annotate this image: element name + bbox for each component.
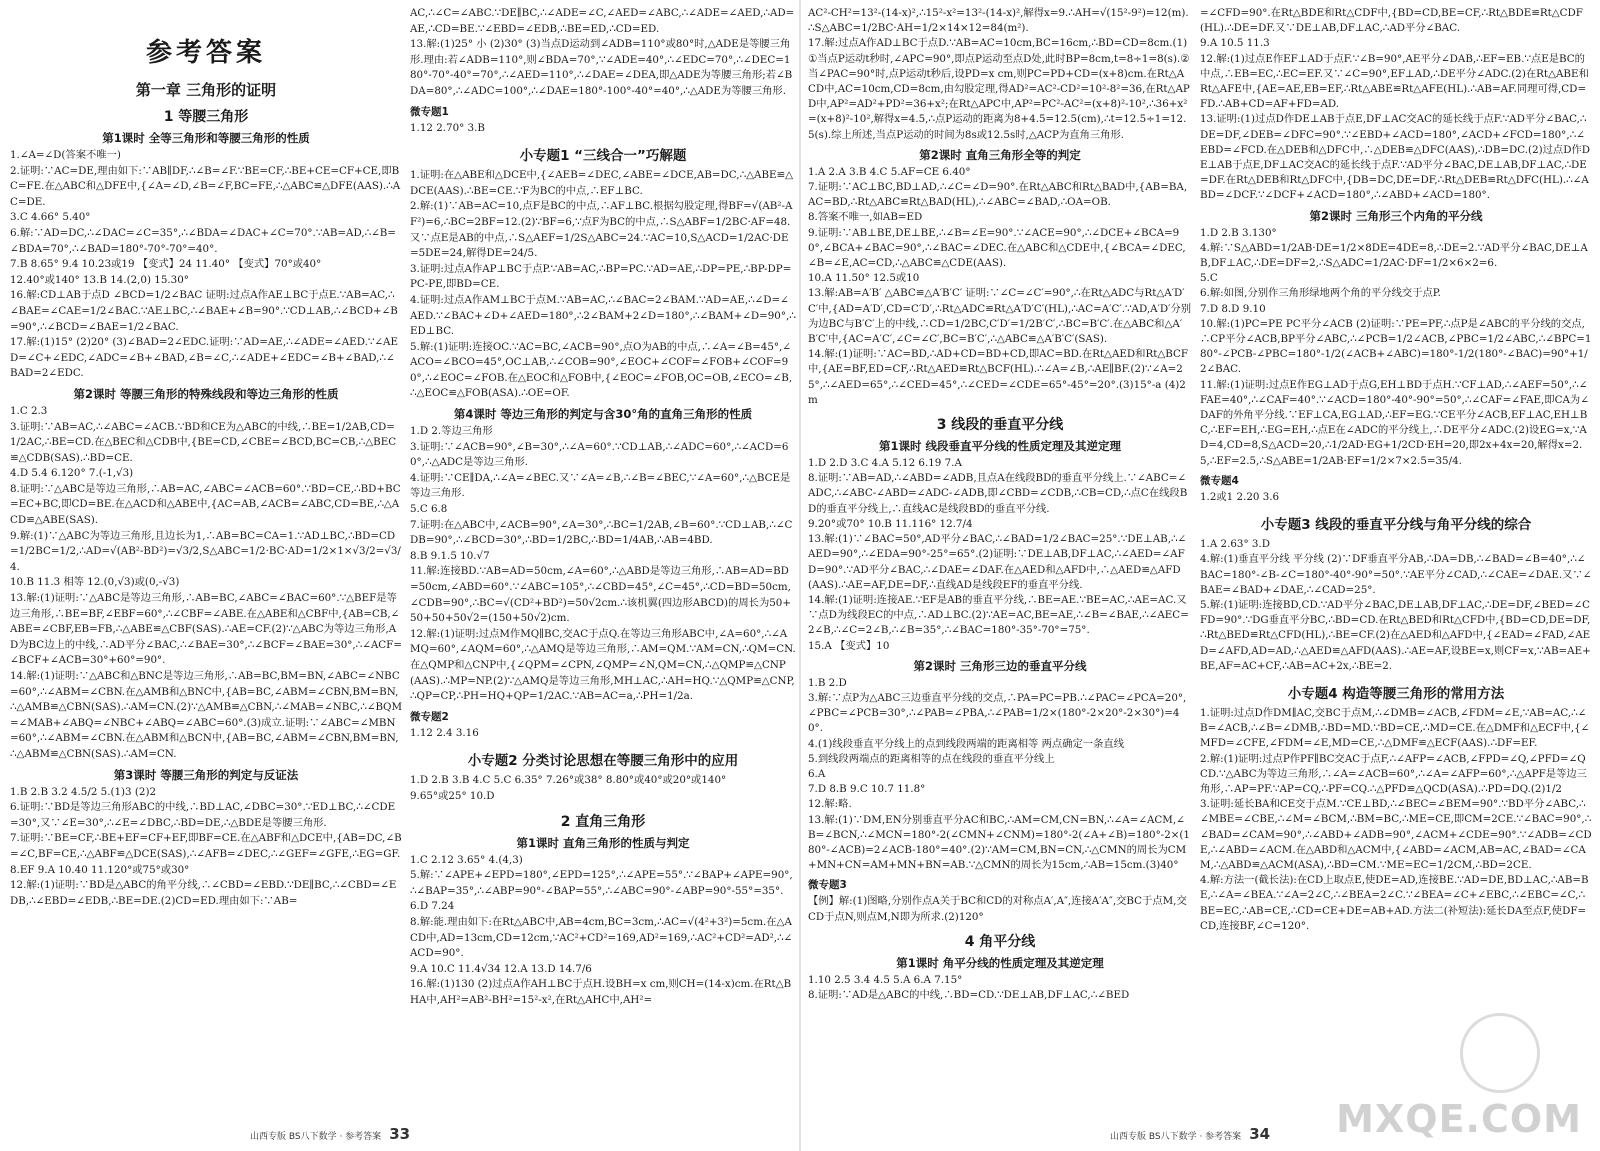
page-number: 33 (389, 1125, 411, 1143)
answer-item: 1.证明:过点D作DM∥AC,交BC于点M,∴∠DMB=∠ACB,∠FDM=∠E,∵AB=AC,∴∠B=∠ACB,∴∠B=∠DMB,∴BD=MD.∵BD=CE,∴MD=CE.在△DMF和△ECF中,{∠MFD=∠CFE,∠FDM=∠E,MD=CE,∴△DMF≌△ECF(AAS).∴DF=EF. (1200, 706, 1590, 750)
answer-item: 1.A 2.63° 3.D (1200, 538, 1270, 551)
answer-item: 6.A (808, 767, 826, 780)
answer-item: 11.解:连接BD.∵AB=AD=50cm,∠A=60°,∴△ABD是等边三角形,∴AB=AD=BD=50cm,∠ABD=60°.∵∠ABC=105°,∴∠CBD=45°,∠C=45°,∴CD=BD=50cm,∠CDB=90°,∴BC=√(CD²+BD²)=50√2cm.∴该机翼(四边形ABCD)的周长为50+50+50+50√2=(150+50√2)cm. (410, 565, 791, 625)
answer-item: 13.解:(1)证明:∵△ABC是等边三角形,∴AB=BC,∠ABC=∠BAC=60°.∵△BEF是等边三角形,∴BE=BF,∠EBF=60°,∴∠CBF=∠ABE.在△ABE和△CBF中,{AB=CB,∠ABE=∠CBF,EB=FB,∴△ABE≌△CBF(SAS).∴AE=CF.(2)∵△ABC为等边三角形,AD为BC边上的中线,∴AD平分∠BAC,∴∠BAE=30°,∴∠BCF=∠BAE=30°,∴∠ACF=∠BCF+∠ACB=30°+60°=90°. (10, 592, 402, 667)
answer-item: 1.10 2.5 3.4 4.5 5.A 6.A 7.15° (808, 973, 963, 986)
answer-item: 10.A 11.50° 12.5或10 (808, 272, 920, 285)
answer-item: 10.解:(1)PC=PE PC平分∠ACB (2)证明:∵PE=PF,∴点P是∠ABC的平分线的交点,∴CP平分∠ACB,BP平分∠ABC,∴∠PCB=1/2∠ACB,∠PBC=1/2∠ABC,∴∠BPC=180°-∠PCB-∠PBC=180°-1/2(∠ACB+∠ABC)=180°-1/2(180°-∠BAC)=90°+1/2∠BAC. (1200, 317, 1592, 376)
answer-item: 13.解:AB=A′B′ △ABC≌△A′B′C′ 证明:∵∠C=∠C′=90°,∴在Rt△ADC与Rt△A′D′C′中,{AD=A′D′,CD=C′D′,∴Rt△ADC≌Rt△A′D′C′(HL),∴AC=A′C′.∵AD,A′D′分别为边BC与B′C′上的中线,∴CD=1/2BC,C′D′=1/2B′C′,∴BC=B′C′.在△ABC和△A′B′C′中,{AC=A′C′,∠C=∠C′,BC=B′C′,∴△ABC≌△A′B′C′(SAS). (808, 287, 1192, 346)
topic-heading: 小专题4 构造等腰三角形的常用方法 (1287, 685, 1505, 702)
answer-item: 1.B 2.B 3.2 4.5/2 5.(1)3 (2)2 (10, 785, 157, 798)
answer-item: 1.12 2.70° 3.B (410, 121, 485, 134)
answer-item: 9.证明:∵AB⊥BE,DE⊥BE,∴∠B=∠E=90°.∵∠ACE=90°,∴∠DCE+∠BCA=90°,∠BCA+∠BAC=90°,∴∠BAC=∠DEC.在△ABC和△CDE中,{∠BCA=∠DEC,∠B=∠E,AC=CD,∴△ABC≌△CDE(AAS). (808, 226, 1186, 270)
column-1 (10, 6, 402, 1115)
answer-item: 4.证明:∵CE∥DA,∴∠A=∠BEC.又∵∠A=∠B,∴∠B=∠BEC,∵∠A=60°,∴△BCE是等边三角形. (410, 471, 791, 500)
topic-heading: 小专题3 线段的垂直平分线与角平分线的综合 (1260, 517, 1532, 534)
lesson-heading: 第1课时 线段垂直平分线的性质定理及其逆定理 (878, 439, 1121, 454)
answer-item: 7.证明:∵BE=CF,∴BE+EF=CF+EF,即BF=CE.在△ABF和△DCE中,{AB=DC,∠B=∠C,BF=CE,∴△ABF≌△DCE(SAS),∴∠AFB=∠DEC,∴∠GEF=∠GFE,∴EG=GF. (10, 832, 402, 860)
answer-item: 1.证明:在△ABE和△DCE中,{∠AEB=∠DEC,∠ABE=∠DCE,AB=DC,∴△ABE≌△DCE(AAS).∴BE=CE.∵F为BC的中点,∴EF⊥BC. (410, 169, 794, 197)
answer-item: 【例】解:(1)图略,分别作点A关于BC和CD的对称点A′,A″,连接A′A″,交BC于点M,交CD于点N,则点M,N即为所求.(2)120° (808, 895, 1187, 923)
answer-item: 3.C 4.66° 5.40° (10, 211, 91, 224)
answer-item: 12.解:略. (808, 798, 852, 811)
answer-item: 8.解:能.理由如下:在Rt△ABC中,AB=4cm,BC=3cm,∴AC=√(4²+3²)=5cm.在△ACD中,AD=13cm,CD=12cm,∵AC²+CD²=169,AD²=169,∴AC²+CD²=AD²,∴∠ACD=90°. (410, 915, 793, 960)
answer-item: AC²-CH²=13²-(14-x)²,∴15²-x²=13²-(14-x)²,解得x=9.∴AH=√(15²-9²)=12(m).∴S△ABC=1/2BC·AH=1/2×14×12=84(m²). (808, 7, 1189, 35)
answer-item: 4.(1)线段垂直平分线上的点到线段两端的距离相等 两点确定一条直线 (808, 737, 1124, 750)
answer-item: 6.解:如图,分别作三角形绿地两个角的平分线交于点P. (1200, 287, 1441, 300)
lesson-heading: 第4课时 等边三角形的判定与含30°角的直角三角形的性质 (453, 407, 753, 422)
lesson-heading: 第2课时 直角三角形全等的判定 (919, 147, 1081, 162)
footer-label: 山西专版 BS八下数学 · 参考答案 (250, 1132, 382, 1142)
column-2 (410, 6, 796, 1115)
answer-item: 6.解:∵AD=DC,∴∠DAC=∠C=35°,∴∠BDA=∠DAC+∠C=70°.∵AB=AD,∴∠B=∠BDA=70°,∴∠BAD=180°-70°-70°=40°. (10, 226, 396, 255)
answer-item: 8.答案不唯一,如AB=ED (808, 211, 923, 224)
answer-item: 4.解:∵S△ABD=1/2AB·DE=1/2×8DE=4DE=8,∴DE=2.∵AD平分∠BAC,DE⊥AB,DF⊥AC,∴DE=DF=2,∴S△ADC=1/2AC·DF=1/2×6×2=6. (1200, 241, 1588, 270)
lesson-heading: 第2课时 三角形三个内角的平分线 (1309, 208, 1483, 223)
answer-item: 2.证明:∵AC=DE,理由如下:∵AB∥DF,∴∠B=∠F.∵BE=CF,∴BE+CE=CF+CE,即BC=FE.在△ABC和△DFE中,{∠A=∠D,∠B=∠F,BC=FE,∴△ABC≌△DFE(AAS).∴AC=DE. (10, 164, 401, 208)
answer-item: 5.C (1200, 272, 1218, 285)
watermark-seal-icon (1460, 1013, 1540, 1093)
section-heading: 2 直角三角形 (560, 813, 646, 830)
footer-label: 山西专版 BS八下数学 · 参考答案 (1110, 1132, 1242, 1142)
answer-item: 1.D 2.B 3.B 4.C 5.C 6.35° 7.26°或38° 8.80°或40°或20°或140° (410, 774, 727, 787)
answer-item: 1.A 2.A 3.B 4.C 5.AF=CE 6.40° (808, 165, 971, 178)
lesson-heading: 第3课时 等腰三角形的判定与反证法 (113, 767, 299, 782)
answer-item: 6.D 7.24 (410, 900, 455, 913)
column-4 (1200, 6, 1592, 1115)
answer-item: 1.C 2.12 3.65° 4.(4,3) (410, 853, 523, 866)
lesson-heading: 第1课时 角平分线的性质定理及其逆定理 (896, 955, 1104, 970)
topic-heading: 小专题2 分类讨论思想在等腰三角形中的应用 (467, 753, 739, 770)
answer-item: 1.2或1 2.20 3.6 (1200, 490, 1280, 503)
answer-item: 3.证明:过点A作AP⊥BC于点P.∵AB=AC,∴BP=PC.∵AD=AE,∴DP=PE,∴BP-DP=PC-PE,即BD=CE. (410, 262, 792, 291)
page-number: 34 (1249, 1125, 1271, 1143)
topic-heading: 小专题1 “三线合一”巧解题 (519, 148, 687, 165)
answer-item: 6.证明:∵BD是等边三角形ABC的中线,∴BD⊥AC,∠DBC=30°.∵ED⊥BC,∴∠CDE=30°,又∵∠E=30°,∴∠E=∠DBC,∴BD=DE,∴△BDE是等腰三角形. (10, 801, 396, 829)
answer-item: 4.解:(1)垂直平分线 平分线 (2)∵DF垂直平分AB,∴DA=DB,∴∠BAD=∠B=40°,∴∠BAC=180°-∠B-∠C=180°-40°-90°=50°.∵AE平分∠CAD,∴∠CAE=∠DAE.又∵∠BAE=∠BAD+∠DAE,∴∠CAD=25°. (1200, 553, 1592, 596)
answer-item: 9.A 10.5 11.3 (1200, 37, 1270, 50)
answer-item: 1.D 2.D 3.C 4.A 5.12 6.19 7.A (808, 457, 962, 470)
answer-item: 1.C 2.3 (10, 404, 48, 417)
answer-item: 7.B 8.65° 9.4 10.23或19 【变式】24 11.40° 【变式】70°或40° (10, 258, 322, 271)
answer-item: 16.解:(1)130 (2)过点A作AH⊥BC于点H.设BH=x cm,则CH=(14-x)cm.在Rt△BHA中,AH²=AB²-BH²=15²-x²,在Rt△AHC中,AH²= (410, 978, 792, 1006)
answer-item: 13.解:(1)∵DM,EN分别垂直平分AC和BC,∴AM=CM,CN=BN,∴∠A=∠ACM,∠B=∠BCN,∴∠MCN=180°-2(∠CMN+∠CNM)=180°-2(∠A+∠B)=180°-2×(180°-∠ACB)=2∠ACB-180°=40°.(2)∵AM=CM,BN=CN,∴△CMN的周长为CM+MN+CN=AM+MN+BN=AB.∵△CMN的周长为15cm,∴AB=15cm.(3)40° (808, 813, 1190, 872)
column-3 (808, 6, 1192, 1115)
answer-item: 7.证明:∵AC⊥BC,BD⊥AD,∴∠C=∠D=90°.在Rt△ABC和Rt△BAD中,{AB=BA,AC=BD,∴Rt△ABC≌Rt△BAD(HL),∴∠ABC=∠BAD,∴OA=OB. (808, 181, 1188, 209)
answer-item: 15.A 【变式】10 (808, 639, 890, 652)
answer-item: 14.解:(1)证明:∵AC=BD,∴AD+CD=BD+CD,即AC=BD.在Rt△AED和Rt△BCF中,{AE=BF,ED=CF,∴Rt△AED≌Rt△BCF(HL).∴∠A=∠B,∴AE∥BF.(2)∵∠A=25°,∴∠AED=65°,∴∠CED=45°,∴∠CED=∠CDE=65°-45°=20°.(3)15°-a (4)2m (808, 348, 1189, 406)
page-34 (800, 0, 1600, 1151)
answer-item: 12.解:(1)过点E作EF⊥AD于点F.∵∠B=90°,AE平分∠DAB,∴EF=EB.∵点E是BC的中点,∴EB=EC,∴EC=EF.又∵∠C=90°,EF⊥AD,∴DE平分∠ADC.(2)在Rt△ABE和Rt△AFE中,{AE=AE,EB=EF,∴Rt△ABE≌Rt△AFE(HL).∴AB=AF.同理可得,CD=FD.∴AB+CD=AF+FD=AD. (1200, 52, 1589, 111)
answer-item: 14.解:(1)证明:连接AE.∵EF是AB的垂直平分线,∴BE=AE.∵BE=AC,∴AE=AC.又∵点D为线段EC的中点,∴AD⊥BC.(2)∵AE=AC,BE=AE,∴∠B=∠BAE,∴∠AEC=2∠B,∴∠C=2∠B,∴∠B=35°,∴∠BAC=180°-35°-70°=75°. (808, 593, 1189, 637)
lesson-heading: 第1课时 全等三角形和等腰三角形的性质 (102, 131, 310, 145)
answer-item: 10.B 11.3 相等 12.(0,√3)或(0,-√3) (10, 576, 180, 589)
answer-item: 3.解:∵点P为△ABC三边垂直平分线的交点,∴PA=PC=PB.∴∠PAC=∠PCA=20°,∠PBC=∠PCB=30°,∴∠PAB=∠PBA,∴∠PAB=1/2×(180°-2×20°-2×30°)=40°. (808, 691, 1187, 735)
answer-item: 13.解:(1)∵∠BAC=50°,AD平分∠BAC,∴∠BAD=1/2∠BAC=25°.∵DE⊥AB,∴∠AED=90°,∴∠EDA=90°-25°=65°.(2)证明:∵DE⊥AB,DF⊥AC,∴∠AED=∠AFD=90°.∵AD平分∠BAC,∴∠DAE=∠DAF.在△AED和△AFD中,∴△AED≌△AFD(AAS).∴AE=AF,DE=DF,∴直线AD是线段EF的垂直平分线. (808, 533, 1187, 591)
answer-item: AC,∴∠C=∠ABC.∵DE∥BC,∴∠ADE=∠C,∠AED=∠ABC,∴∠ADE=∠AED,∴AD=AE,∴CD=BE.∵∠EBD=∠EDB,∴BE=ED,∴CD=ED. (410, 7, 795, 35)
answer-item: 4.证明:过点A作AM⊥BC于点M.∵AB=AC,∴∠BAC=2∠BAM.∵AD=AE,∴∠D=∠AED.∵∠BAC+∠D+∠AED=180°,∴2∠BAM+2∠D=180°,∴∠BAM+∠D=90°,∴ED⊥BC. (410, 293, 796, 338)
answer-item: 1.∠A=∠D(答案不唯一) (10, 149, 121, 161)
answer-item: 7.证明:在△ABC中,∠ACB=90°,∠A=30°,∴BC=1/2AB,∠B=60°.∵CD⊥AB,∴∠CDB=90°,∴∠BCD=30°,∴BD=1/2BC,∴BD=1/4AB,∴AB=4BD. (410, 518, 793, 547)
answer-item: =∠CFD=90°.在Rt△BDE和Rt△CDF中,{BD=CD,BE=CF,∴Rt△BDE≌Rt△CDF(HL).∴DE=DF.又∵DE⊥AB,DF⊥AC,∴AD平分∠BAC. (1200, 7, 1583, 35)
section-heading: 4 角平分线 (964, 933, 1036, 950)
answer-item: 11.解:(1)证明:过点E作EG⊥AD于点G,EH⊥BD于点H.∵CF⊥AD,∴∠AEF=50°,∴∠FAE=40°,∴∠CAF=40°.∵∠ACD=180°-40°-90°=50°,∴∠CAF=∠FAE,即CA为∠DAF的外角平分线.∵EF⊥CA,EG⊥AD,∴EF=EG.∵CE平分∠ACB,EF⊥AC,EH⊥BC,∴EF=EH,∴EG=EH,∴点E在∠ADC的平分线上,∴DE平分∠ADC.(2)设EG=x,∵AD=4,CD=8,S△ACD=20,∴1/2AD·EG+1/2CD·EH=20,即2x+4x=20,解得x=2.5,∴EF=2.5,∴S△ABE=1/2AB·EF=1/2×7×2.5=35/4. (1200, 378, 1589, 467)
answer-item: 7.D 8.D 9.10 (1200, 302, 1266, 315)
page-footer (1110, 1125, 1270, 1143)
answer-item: 1.D 2.等边三角形 (410, 425, 493, 438)
answer-item: 14.解:(1)证明:∵△ABC和△BNC是等边三角形,∴AB=BC,BM=BN,∠ABC=∠NBC=60°,∴∠ABM=∠CBN.在△AMB和△BNC中,{AB=BC,∠ABM=∠CBN,BM=BN,∴△AMB≌△CBN(SAS).∴AM=CN.(2)∵△AMB≌△CBN,∴∠MAB=∠NBC,∴∠BQM=∠MAB+∠ABQ=∠NBC+∠ABQ=∠ABC=60°.(3)成立.证明:∵∠ABC=∠MBN=60°,∴∠ABM=∠CBN.在△ABM和△BCN中,{AB=BC,∠ABM=∠CBN,BM=BN,∴△ABM≌△CBN(SAS).∴AM=CN. (10, 670, 402, 760)
answer-item: 9.解:(1)∵△ABC为等边三角形,且边长为1,∴AB=BC=CA=1.∵AD⊥BC,∴BD=CD=1/2BC=1/2,∴AD=√(AB²-BD²)=√3/2,S△ABC=1/2·BC·AD=1/2×1×√3/2=√3/4. (10, 529, 401, 573)
chapter-heading: 第一章 三角形的证明 (135, 81, 277, 99)
answer-item: 12.解:(1)证明:∵BD是△ABC的角平分线,∴∠CBD=∠EBD.∵DE∥BC,∴∠CBD=∠EDB,∴∠EBD=∠EDB,∴BE=DE.(2)CD=ED.理由如下:∵AB= (10, 879, 397, 907)
micro-topic-heading: 微专题2 (410, 710, 449, 723)
lesson-heading: 第2课时 等腰三角形的特殊线段和等边三角形的性质 (73, 386, 339, 401)
answer-item: 8.B 9.1.5 10.√7 (410, 549, 490, 562)
answer-item: 5.解:∵∠APE+∠EPD=180°,∠EPD=125°,∴∠APE=55°.∵∠BAP+∠APE=90°,∴∠BAP=35°,∴∠ABP=90°-∠BAP=55°,∴∠ABC=90°-∠ABP=90°-55°=35°. (410, 869, 793, 897)
answer-item: 3.证明:∵AB=AC,∴∠ABC=∠ACB.∵BD和CE为△ABC的中线,∴BE=1/2AB,CD=1/2AC,∴BE=CD.在△BEC和△CDB中,{BE=CD,∠CBE=∠BCD,BC=CB,∴△BEC≌△CDB(SAS).∴BD=CE. (10, 420, 397, 464)
answer-item: 13.解:(1)25° 小 (2)30° (3)当点D运动到∠ADB=110°或80°时,△ADE是等腰三角形.理由:若∠ADB=110°,则∠BDA=70°,∵∠ADE=40°,∴∠EDC=70°,∴∠DEC=180°-70°-40°=70°,∴∠AED=110°,∴∠DAE=∠DEA,即△ADE为等腰三角形;若∠BDA=80°,∴∠ADC=100°,∴∠DAE=180°-100°-40°=40°,∴△ADE为等腰三角形. (410, 38, 793, 97)
answer-item: 5.解:(1)证明:连接OC.∵AC=BC,∠ACB=90°,点O为AB的中点,∴∠A=∠B=45°,∠ACO=∠BCO=45°,OC⊥AB,∴∠COB=90°,∠EOC+∠COF=∠FOB+∠COF=90°,∴∠EOC=∠FOB.在△EOC和△FOB中,{∠EOC=∠FOB,OC=OB,∠ECO=∠B,∴△EOC≌△FOB(ASA).∴OE=OF. (410, 340, 793, 400)
answer-item: 5.解:(1)证明:连接BD,CD.∵AD平分∠BAC,DE⊥AB,DF⊥AC,∴DE=DF,∠BED=∠CFD=90°.∵DG垂直平分BC,∴BD=CD.在Rt△BED和Rt△CFD中,{BD=CD,DE=DF,∴Rt△BED≌Rt△CFD(HL),∴BE=CF.(2)在△AED和△AFD中,{∠EAD=∠FAD,∠AED=∠AFD,AD=AD,∴△AED≌△AFD(AAS).∴AE=AF,设BE=x,则CF=x,∵AB=AE+BE,AF=AC+CF,∴AB=AC+2x,∴BE=2. (1200, 598, 1591, 672)
section-heading: 1 等腰三角形 (163, 109, 249, 125)
micro-topic-heading: 微专题4 (1200, 474, 1239, 487)
answer-item: 12.解:(1)证明:过点M作MQ∥BC,交AC于点Q.在等边三角形ABC中,∠A=60°,∴∠AMQ=60°,∠AQM=60°,∴△AMQ是等边三角形,∴AM=QM.∵AM=CN,∴QM=CN.在△QMP和△CNP中,{∠QPM=∠CPN,∠QMP=∠N,QM=CN,∴△QMP≌△CNP(AAS).∴MP=NP.(2)∵△AMQ是等边三角形,MH⊥AC,∴AH=HQ.∵△QMP≌△CNP,∴QP=CP,∴PH=HQ+QP=1/2AC.∵AB=AC=a,∴PH=1/2a. (410, 627, 796, 703)
answer-item: 8.证明:∵AB=AD,∴∠ABD=∠ADB,且点A在线段BD的垂直平分线上.∵∠ABC=∠ADC,∴∠ABC-∠ABD=∠ADC-∠ADB,即∠CBD=∠CDB,∴CB=CD,∴点C在线段BD的垂直平分线上,∴直线AC是线段BD的垂直平分线. (808, 472, 1188, 515)
answer-item: 17.解:过点A作AD⊥BC于点D.∵AB=AC=10cm,BC=16cm,∴BD=CD=8cm.(1)①当点P运动t秒时,∠APC=90°,即点P运动至点D处,此时BP=8cm,t=8÷1=8(s).②当∠PAC=90°时,点P运动t秒后,设PD=x cm,则PC=PD+CD=(x+8)cm.在Rt△ACD中,AC=10cm,CD=8cm,由勾股定理,得AD²=AC²-CD²=10²-8²=36,在Rt△APD中,AP²=AD²+PD²=36+x²;在Rt△APC中,AP²=PC²-AC²=(x+8)²-10²,∴36+x²=(x+8)²-10²,解得x=4.5,∴点P运动的距离为8+4.5=12.5(cm),∴t=12.5÷1=12.5(s).综上所述,当点P运动的时间为8s或12.5s时,△ACP为直角三角形. (808, 37, 1190, 141)
micro-topic-heading: 微专题3 (808, 879, 847, 892)
answer-item: 1.12 2.4 3.16 (410, 726, 479, 739)
answer-item: 2.解:(1)∵AB=AC=10,点F是BC的中点,∴AF⊥BC.根据勾股定理,得BF=√(AB²-AF²)=6,∴BC=2BF=12.(2)∵BF=6,∵点F为BC的中点,∴S△ABF=1/2BC·AF=48.又∵点E是AB的中点,∴S△AEF=1/2S△ABC=24.∵AC=10,S△ACD=1/2AC·DE=5DE=24,解得DE=24/5. (410, 200, 793, 260)
answer-item: 17.解:(1)15° (2)20° (3)∠BAD=2∠EDC.证明:∵AD=AE,∴∠ADE=∠AED.∵∠AED=∠C+∠EDC,∠ADC=∠B+∠BAD,∠B=∠C,∴∠ADE+∠EDC=∠B+∠BAD,∴∠BAD=2∠EDC. (10, 336, 398, 380)
lesson-heading: 第2课时 三角形三边的垂直平分线 (913, 658, 1087, 673)
answer-item: 3.证明:∵∠ACB=90°,∠B=30°,∴∠A=60°.∵CD⊥AB,∴∠ADC=60°,∴∠ACD=60°,∴△ADC是等边三角形. (410, 440, 789, 469)
answer-item: 7.D 8.B 9.C 10.7 11.8° (808, 783, 926, 796)
answer-item: 1.B 2.D (808, 676, 847, 689)
page-title: 参考答案 (145, 38, 266, 68)
answer-item: 9.A 10.C 11.4√34 12.A 13.D 14.7/6 (410, 962, 592, 975)
lesson-heading: 第1课时 直角三角形的性质与判定 (516, 835, 690, 850)
answer-item: 5.到线段两端点的距离相等的点在线段的垂直平分线上 (808, 752, 1055, 765)
answer-item: 16.解:CD⊥AB于点D ∠BCD=1/2∠BAC 证明:过点A作AE⊥BC于点E.∵AB=AC,∴∠BAE=∠CAE=1/2∠BAC.∵AE⊥BC,∴∠BAE+∠B=90°.∵CD⊥AB,∴∠BCD+∠B=90°,∴∠BCD=∠BAE=1/2∠BAC. (10, 289, 398, 333)
answer-item: 8.证明:∵AD是△ABC的中线,∴BD=CD.∵DE⊥AB,DF⊥AC,∴∠BED (808, 988, 1130, 1001)
answer-item: 13.证明:(1)过点D作DE⊥AB于点E,DF⊥AC交AC的延长线于点F.∵AD平分∠BAC,∴DE=DF,∠DEB=∠DFC=90°.∵∠EBD+∠ACD=180°,∠ACD+∠FCD=180°,∴∠EBD=∠FCD.在△DEB和△DFC中,∴△DEB≌△DFC(AAS),∴DB=DC.(2)过点D作DE⊥AB于点E,DF⊥AC交AC的延长线于点F.∵AD平分∠BAC,DE⊥AB,DF⊥AC,∴DE=DF.在Rt△DEB和Rt△DFC中,{DB=DC,DE=DF,∴Rt△DEB≌Rt△DFC(HL).∴∠ABD=∠DCF.∵∠DCF+∠ACD=180°,∴∠ABD+∠ACD=180°. (1200, 113, 1591, 202)
answer-item: 4.D 5.4 6.120° 7.(-1,√3) (10, 467, 134, 480)
answer-item: 4.解:方法一(截长法):在CD上取点E,使DE=AD,连接BE.∵AD=DE,BD⊥AC,∴AB=BE,∴∠A=∠BEA.∵∠A=2∠C,∴∠BEA=2∠C.∵∠BEA=∠C+∠EBC,∴∠EBC=∠C,∴BE=EC,∴AB=CE,∴CD=CE+DE=AB+AD.方法二(补短法):延长DA至点F,使DF=CD,连接BF,∠C=120°. (1200, 874, 1589, 932)
answer-item: 8.EF 9.A 10.40 11.120°或75°或30° (10, 863, 190, 876)
answer-item: 12.40°或140° 13.B 14.(2,0) 15.30° (10, 273, 189, 286)
answer-item: 5.C 6.8 (410, 503, 448, 516)
watermark-logo: MXQE.COM (1336, 1097, 1582, 1141)
answer-item: 9.65°或25° 10.D (410, 789, 495, 802)
page-footer (250, 1125, 410, 1143)
section-heading: 3 线段的垂直平分线 (936, 417, 1064, 434)
answer-item: 8.证明:∵△ABC是等边三角形,∴AB=AC,∠ABC=∠ACB=60°.∵BD=CE,∴BD+BC=EC+BC,即CD=BE.在△ACD和△ABE中,{AC=AB,∠ACB=∠ABC,CD=BE,∴△ACD≌△ABE(SAS). (10, 482, 401, 527)
answer-item: 9.20°或70° 10.B 11.116° 12.7/4 (808, 517, 973, 530)
answer-item: 2.解:(1)证明:过点P作PF∥BC交AC于点F,∴∠AFP=∠ACB,∠FPD=∠Q,∠PFD=∠QCD.∵△ABC为等边三角形,∴∠A=∠ACB=60°,∴∠A=∠AFP=60°,∴△APF是等边三角形,∴AP=PF.∵AP=CQ,∴PF=CQ.∴△PFD≌△QCD(ASA).∴PD=DQ.(2)1/2 (1200, 752, 1587, 795)
micro-topic-heading: 微专题1 (410, 105, 449, 118)
answer-item: 3.证明:延长BA和CE交于点M.∵CE⊥BD,∴∠BEC=∠BEM=90°.∵BD平分∠ABC,∴∠MBE=∠CBE,∴∠M=∠BCM,∴BM=BC,∴ME=CE,即CM=2CE.∵∠BAC=90°,∴∠BAD=∠CAM=90°,∴∠ABD+∠ADB=90°,∠ACM+∠CDE=90°.∵∠ADB=∠CDE,∴∠ABD=∠ACM.在△ABD和△ACM中,{∠ABD=∠ACM,AB=AC,∠BAD=∠CAM,∴△ABD≌△ACM(ASA),∴BD=CM.∵ME=EC=1/2CM,∴BD=2CE. (1200, 798, 1592, 871)
answer-item: 1.D 2.B 3.130° (1200, 226, 1277, 239)
